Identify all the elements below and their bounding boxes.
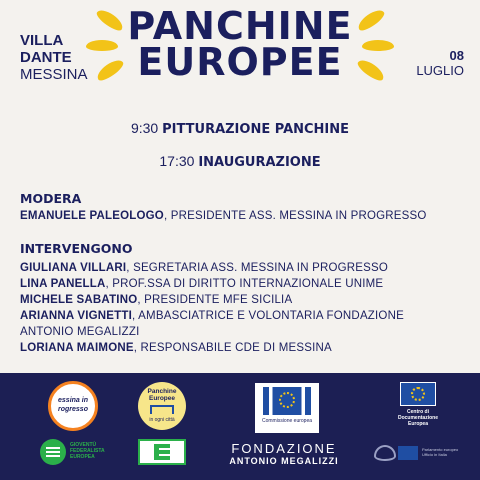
cde-text-2: Documentazione — [397, 415, 438, 421]
ep-text-2: Ufficio in Italia — [422, 452, 447, 457]
date-day: 08 — [449, 48, 464, 63]
gfe-text-1: GIOVENTÙ — [70, 442, 97, 448]
event-date — [416, 48, 464, 78]
bench-icon — [150, 405, 174, 414]
sponsor-footer — [0, 373, 480, 480]
moderator-line — [20, 210, 427, 222]
schedule-item — [0, 120, 480, 137]
speaker-line — [20, 342, 332, 354]
poster-header — [0, 0, 480, 95]
cde-text-1: Centro di — [407, 409, 429, 415]
schedule-time: 17:30 — [159, 153, 195, 169]
speaker-role: , AMBASCIATRICE E VOLONTARIA FONDAZIONE — [132, 310, 404, 322]
european-commission-logo — [255, 383, 319, 433]
speaker-line — [20, 262, 388, 274]
poster-title-line-1: PANCHINE — [127, 4, 353, 48]
panchine-europee-logo — [138, 382, 186, 430]
mip-logo-text-2: rogresso — [58, 406, 88, 413]
speaker-role: , PROF.SSA DI DIRITTO INTERNAZIONALE UNIME — [105, 278, 384, 290]
gfe-circle-icon — [40, 439, 66, 465]
speaker-role: , PRESIDENTE MFE SICILIA — [137, 294, 293, 306]
mfe-e-icon — [154, 444, 170, 460]
cde-logo — [398, 382, 438, 432]
gfe-text-3: EUROPEA — [70, 454, 95, 460]
location-city: MESSINA — [20, 66, 88, 83]
speaker-name: ARIANNA VIGNETTI — [20, 310, 133, 322]
date-month: LUGLIO — [416, 63, 464, 78]
speaker-role: , SEGRETARIA ASS. MESSINA IN PROGRESSO — [126, 262, 389, 274]
speaker-name: GIULIANA VILLARI — [20, 262, 127, 274]
speaker-line-continued — [20, 326, 139, 338]
moderator-heading: MODERA — [20, 191, 82, 206]
ec-caption: Commissione europea — [261, 418, 313, 424]
schedule-event: INAUGURAZIONE — [198, 155, 321, 170]
european-parliament-logo — [374, 441, 470, 465]
speaker-name: LINA PANELLA — [20, 278, 106, 290]
event-location — [20, 32, 88, 83]
hemicycle-icon — [374, 445, 396, 461]
speaker-name: MICHELE SABATINO — [20, 294, 138, 306]
panchine-logo-text-2: Europee — [148, 395, 175, 402]
fondazione-megalizzi-logo — [222, 441, 346, 466]
moderator-role: , PRESIDENTE ASS. MESSINA IN PROGRESSO — [163, 210, 427, 222]
ep-text-1: Parlamento europeo — [422, 447, 459, 452]
panchine-logo-text-3: in ogni città — [149, 417, 175, 423]
speakers-heading: INTERVENGONO — [20, 241, 133, 256]
moderator-name: EMANUELE PALEOLOGO — [20, 210, 164, 222]
fondazione-text-1: FONDAZIONE — [231, 441, 337, 456]
fondazione-text-2: ANTONIO MEGALIZZI — [229, 456, 339, 466]
schedule-time: 9:30 — [130, 120, 159, 136]
speaker-name: LORIANA MAIMONE — [20, 342, 134, 354]
mip-logo-text-1: essina in — [58, 397, 88, 404]
location-venue: VILLA DANTE — [20, 32, 72, 66]
speaker-line — [20, 278, 383, 290]
gioventu-federalista-logo — [40, 437, 110, 467]
eu-flag-small-icon — [398, 446, 418, 460]
gfe-text-2: FEDERALISTA — [70, 448, 105, 454]
eu-stars-icon — [279, 392, 295, 408]
schedule-item — [0, 153, 480, 170]
speaker-role: ANTONIO MEGALIZZI — [20, 326, 140, 338]
speaker-role: , RESPONSABILE CDE DI MESSINA — [133, 342, 332, 354]
cde-text-3: Europea — [407, 421, 428, 427]
poster-title-line-2: EUROPEE — [137, 40, 343, 84]
eu-flag-icon — [400, 382, 436, 406]
speaker-line — [20, 294, 292, 306]
schedule-event: PITTURAZIONE PANCHINE — [162, 122, 350, 137]
mfe-logo — [138, 439, 186, 465]
panchine-logo-text-1: Panchine — [147, 388, 177, 395]
speaker-line — [20, 310, 404, 322]
messina-in-progresso-logo — [48, 381, 98, 431]
